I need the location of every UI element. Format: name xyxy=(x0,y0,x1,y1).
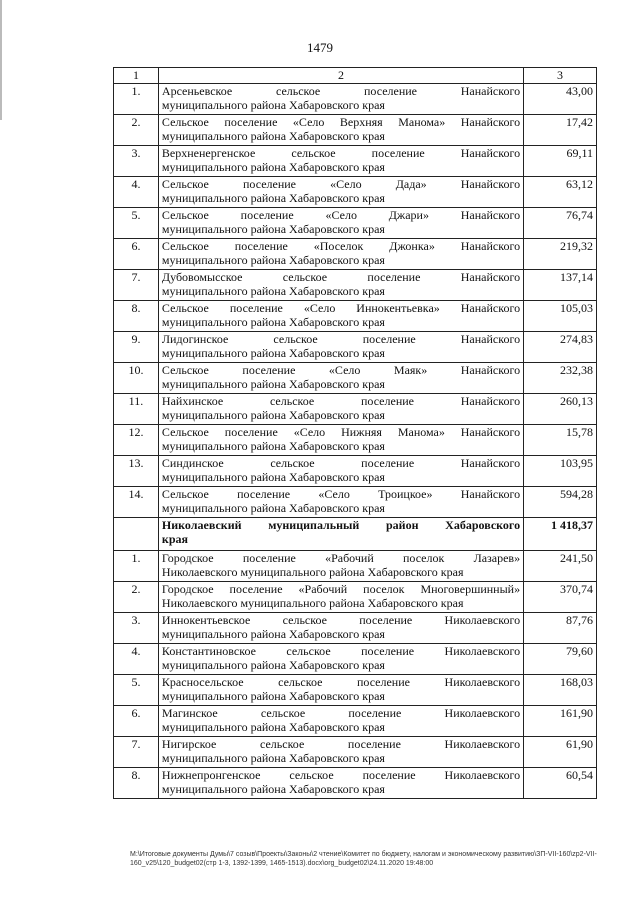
row-name-line-2: муниципального района Хабаровского края xyxy=(161,627,385,641)
row-name-line-2: муниципального района Хабаровского края xyxy=(161,782,385,796)
row-value: 76,74 xyxy=(524,208,597,239)
row-value: 232,38 xyxy=(524,363,597,394)
page-number: 1479 xyxy=(307,40,333,55)
row-name xyxy=(158,675,523,706)
row-name-line-2: муниципального района Хабаровского края xyxy=(161,751,385,765)
row-value: 15,78 xyxy=(524,425,597,456)
row-name-line-1: Константиновское сельское поселение Николаевского xyxy=(161,644,521,658)
row-name xyxy=(158,737,523,768)
row-name-line-1: Дубовомысское сельское поселение Нанайского xyxy=(161,270,521,284)
row-name-line-1: Николаевский муниципальный район Хабаровского xyxy=(161,518,521,532)
row-name xyxy=(158,146,523,177)
row-name xyxy=(158,706,523,737)
row-name-line-1: Найхинское сельское поселение Нанайского xyxy=(161,394,521,408)
table-row xyxy=(114,208,597,239)
row-name xyxy=(158,208,523,239)
row-name xyxy=(158,518,523,551)
footer-path-line-1: M:\Итоговые документы Думы\7 созыв\Проекты\Законы\2 чтение\Комитет по бюджету, налогам и экономическому развитию\ЗП-VII-160\zp2-VII- xyxy=(130,851,597,858)
row-name-line-1: Сельское поселение «Село Троицкое» Нанайского xyxy=(161,487,521,501)
row-name-line-1: Сельское поселение «Село Иннокентьевка» Нанайского xyxy=(161,301,521,315)
row-name-line-1: Нигирское сельское поселение Николаевского xyxy=(161,737,521,751)
row-number: 2. xyxy=(114,582,159,613)
row-number: 14. xyxy=(114,487,159,518)
row-number: 1. xyxy=(114,551,159,582)
row-name xyxy=(158,551,523,582)
row-name xyxy=(158,270,523,301)
row-name-line-1: Сельское поселение «Село Нижняя Манома» Нанайского xyxy=(161,425,521,439)
row-name-line-1: Сельское поселение «Село Дада» Нанайского xyxy=(161,177,521,191)
row-value: 1 418,37 xyxy=(524,518,597,551)
row-value: 168,03 xyxy=(524,675,597,706)
row-name-line-1: Арсеньевское сельское поселение Нанайского xyxy=(161,84,521,98)
table-row xyxy=(114,146,597,177)
document-footer xyxy=(130,850,600,868)
row-number: 9. xyxy=(114,332,159,363)
row-name xyxy=(158,301,523,332)
row-name-line-1: Сельское поселение «Село Маяк» Нанайского xyxy=(161,363,521,377)
row-name-line-2: муниципального района Хабаровского края xyxy=(161,439,385,453)
row-name xyxy=(158,115,523,146)
row-value: 87,76 xyxy=(524,613,597,644)
row-number: 8. xyxy=(114,301,159,332)
table-row xyxy=(114,239,597,270)
table-header-row xyxy=(114,68,597,84)
row-name-line-1: Иннокентьевское сельское поселение Николаевского xyxy=(161,613,521,627)
row-number: 7. xyxy=(114,270,159,301)
row-name-line-1: Сельское поселение «Село Джари» Нанайского xyxy=(161,208,521,222)
row-number: 5. xyxy=(114,675,159,706)
row-value: 370,74 xyxy=(524,582,597,613)
row-name-line-2: муниципального района Хабаровского края xyxy=(161,658,385,672)
row-name-line-2: муниципального района Хабаровского края xyxy=(161,377,385,391)
table-row xyxy=(114,115,597,146)
row-number: 3. xyxy=(114,146,159,177)
row-value: 103,95 xyxy=(524,456,597,487)
row-name xyxy=(158,332,523,363)
table-body xyxy=(114,84,597,799)
row-name-line-1: Городское поселение «Рабочий поселок Лазарев» xyxy=(161,551,521,565)
row-name-line-2: муниципального района Хабаровского края xyxy=(161,98,385,112)
row-name-line-2: муниципального района Хабаровского края xyxy=(161,501,385,515)
row-name-line-1: Лидогинское сельское поселение Нанайского xyxy=(161,332,521,346)
row-name-line-1: Магинское сельское поселение Николаевского xyxy=(161,706,521,720)
table-row xyxy=(114,332,597,363)
row-name-line-2: Николаевского муниципального района Хабаровского края xyxy=(161,596,464,610)
row-number: 3. xyxy=(114,613,159,644)
row-value: 60,54 xyxy=(524,768,597,799)
table-row xyxy=(114,177,597,208)
row-name xyxy=(158,363,523,394)
row-number: 6. xyxy=(114,706,159,737)
row-number: 4. xyxy=(114,177,159,208)
row-number: 10. xyxy=(114,363,159,394)
row-name-line-2: муниципального района Хабаровского края xyxy=(161,284,385,298)
table-row xyxy=(114,644,597,675)
row-name-line-2: муниципального района Хабаровского края xyxy=(161,191,385,205)
row-value: 61,90 xyxy=(524,737,597,768)
table-row xyxy=(114,425,597,456)
header-col-2: 2 xyxy=(158,68,523,84)
table-row xyxy=(114,487,597,518)
budget-table xyxy=(113,67,597,799)
footer-path-line-2: 160_v25\120_budget02(стр 1-3, 1392-1399, 1465-1513).docx\org_budget02\24.11.2020 19:48:00 xyxy=(130,860,434,867)
row-name xyxy=(158,456,523,487)
row-value: 260,13 xyxy=(524,394,597,425)
row-number: 1. xyxy=(114,84,159,115)
row-name-line-2: муниципального района Хабаровского края xyxy=(161,315,385,329)
row-name-line-2: края xyxy=(161,532,189,546)
table-row xyxy=(114,551,597,582)
row-value: 79,60 xyxy=(524,644,597,675)
table-row xyxy=(114,270,597,301)
row-name-line-2: муниципального района Хабаровского края xyxy=(161,253,385,267)
table-row xyxy=(114,737,597,768)
row-name-line-1: Сельское поселение «Село Верхняя Манома» Нанайского xyxy=(161,115,521,129)
row-number: 4. xyxy=(114,644,159,675)
row-number: 13. xyxy=(114,456,159,487)
row-name xyxy=(158,425,523,456)
row-value: 137,14 xyxy=(524,270,597,301)
row-name-line-2: Николаевского муниципального района Хабаровского края xyxy=(161,565,464,579)
row-number: 6. xyxy=(114,239,159,270)
table-row xyxy=(114,706,597,737)
row-name-line-2: муниципального района Хабаровского края xyxy=(161,720,385,734)
row-value: 69,11 xyxy=(524,146,597,177)
table-row xyxy=(114,675,597,706)
row-name xyxy=(158,394,523,425)
row-name-line-2: муниципального района Хабаровского края xyxy=(161,222,385,236)
row-name xyxy=(158,487,523,518)
row-value: 594,28 xyxy=(524,487,597,518)
row-number: 11. xyxy=(114,394,159,425)
row-name-line-2: муниципального района Хабаровского края xyxy=(161,689,385,703)
table-row xyxy=(114,394,597,425)
table-subtotal-row xyxy=(114,518,597,551)
table-row xyxy=(114,363,597,394)
row-name xyxy=(158,768,523,799)
row-number: 8. xyxy=(114,768,159,799)
header-col-1: 1 xyxy=(114,68,159,84)
row-value: 219,32 xyxy=(524,239,597,270)
row-name-line-1: Верхненергенское сельское поселение Нанайского xyxy=(161,146,521,160)
row-number: 12. xyxy=(114,425,159,456)
table-row xyxy=(114,301,597,332)
row-name-line-1: Сельское поселение «Поселок Джонка» Нанайского xyxy=(161,239,521,253)
row-value: 274,83 xyxy=(524,332,597,363)
row-name xyxy=(158,177,523,208)
table-row xyxy=(114,84,597,115)
row-number: 7. xyxy=(114,737,159,768)
row-number: 5. xyxy=(114,208,159,239)
table-row xyxy=(114,582,597,613)
row-value: 241,50 xyxy=(524,551,597,582)
row-name xyxy=(158,84,523,115)
row-name-line-1: Красносельское сельское поселение Николаевского xyxy=(161,675,521,689)
row-name-line-1: Нижнепронгенское сельское поселение Николаевского xyxy=(161,768,521,782)
scan-edge-mark xyxy=(0,0,2,120)
row-name xyxy=(158,582,523,613)
row-name xyxy=(158,239,523,270)
row-name-line-2: муниципального района Хабаровского края xyxy=(161,160,385,174)
header-col-3: 3 xyxy=(524,68,597,84)
row-name-line-2: муниципального района Хабаровского края xyxy=(161,129,385,143)
table-row xyxy=(114,456,597,487)
row-name-line-2: муниципального района Хабаровского края xyxy=(161,470,385,484)
table-row xyxy=(114,613,597,644)
row-name-line-1: Синдинское сельское поселение Нанайского xyxy=(161,456,521,470)
row-name-line-1: Городское поселение «Рабочий поселок Многовершинный» xyxy=(161,582,521,596)
row-name-line-2: муниципального района Хабаровского края xyxy=(161,408,385,422)
row-value: 63,12 xyxy=(524,177,597,208)
row-name xyxy=(158,644,523,675)
row-number: 2. xyxy=(114,115,159,146)
row-value: 43,00 xyxy=(524,84,597,115)
row-value: 105,03 xyxy=(524,301,597,332)
row-value: 161,90 xyxy=(524,706,597,737)
row-name-line-2: муниципального района Хабаровского края xyxy=(161,346,385,360)
row-value: 17,42 xyxy=(524,115,597,146)
table-row xyxy=(114,768,597,799)
row-number xyxy=(114,518,159,551)
row-name xyxy=(158,613,523,644)
